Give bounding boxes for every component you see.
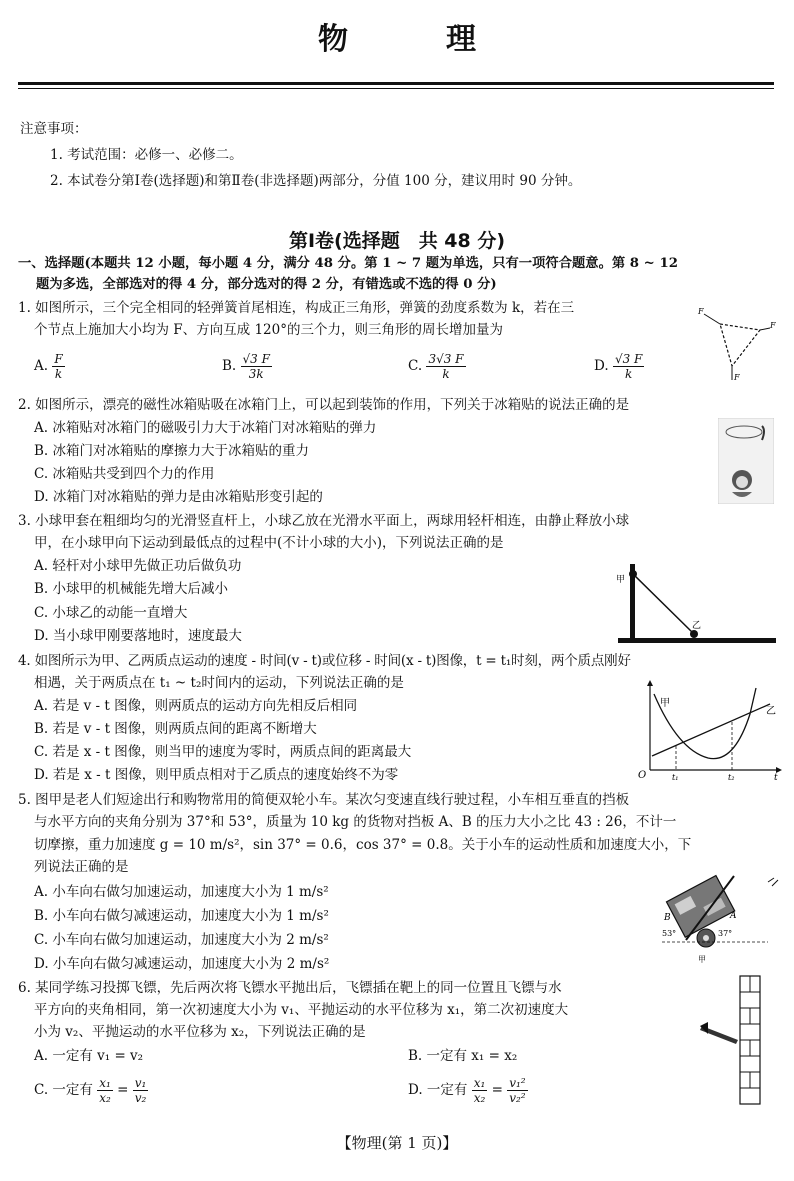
q2-fridge-magnet-photo [718, 418, 774, 504]
notes-heading: 注意事项： [20, 121, 88, 137]
q1-option-a: A. $\frac{F}{k}$ [34, 352, 63, 381]
q5-angle-53: 53° [662, 929, 677, 938]
part-intro-line-2: 题为多选，全部选对的得 4 分，部分选对的得 2 分，有错选或不选的得 0 分) [36, 277, 497, 292]
q5-stem-line-3: 切摩擦，重力加速度 g = 10 m/s²，sin 37° = 0.6，cos 37° = 0.8。关于小车的运动性质和加速度大小，下 [34, 837, 692, 853]
q4-graph-figure [636, 680, 782, 782]
q5-label-a: A [730, 911, 737, 921]
q4-label-t: t [774, 773, 778, 782]
q1-force-label-3: F [734, 373, 740, 382]
q4-label-t1: t₁ [672, 773, 679, 782]
q6-stem-line-1: 6. 某同学练习投掷飞镖，先后两次将飞镖水平抛出后，飞镖插在靶上的同一位置且飞镖与水 [18, 980, 562, 996]
q1-option-b: B. $\frac{√3 F}{3k}$ [222, 352, 270, 381]
q4-option-c: C. 若是 x - t 图像，则当甲的速度为零时，两质点间的距离最大 [34, 744, 412, 760]
q2-option-a: A. 冰箱贴对冰箱门的磁吸引力大于冰箱门对冰箱贴的弹力 [34, 420, 377, 436]
q4-label-jia: 甲 [660, 698, 670, 709]
q3-label-jia: 甲 [616, 575, 626, 585]
q4-stem-line-2: 相遇，关于两质点在 t₁ ~ t₂时间内的运动，下列说法正确的是 [34, 675, 404, 691]
q4-label-origin: O [638, 770, 647, 781]
q5-option-c: C. 小车向右做匀加速运动，加速度大小为 2 m/s² [34, 932, 329, 948]
section-title: 第Ⅰ卷(选择题 共 48 分) [288, 230, 506, 252]
q3-option-a: A. 轻杆对小球甲先做正功后做负功 [34, 558, 242, 574]
q3-stem-line-1: 3. 小球甲套在粗细均匀的光滑竖直杆上，小球乙放在光滑水平面上，两球用轻杆相连，由静止释放小球 [18, 513, 630, 529]
q3-rod-figure [614, 562, 780, 648]
q6-option-d: D. 一定有 $\frac{\text{x₁}}{\text{x₂}}$ = $\frac{\text{v₁²}}{\text{v₂²}}$ [408, 1076, 526, 1105]
q1-triangle-figure [690, 300, 780, 386]
q2-option-b: B. 冰箱门对冰箱贴的摩擦力大于冰箱贴的重力 [34, 443, 310, 459]
q1-option-d-fraction: $\frac{√3 F}{k}$ [614, 352, 643, 381]
q5-option-a: A. 小车向右做匀加速运动，加速度大小为 1 m/s² [34, 884, 329, 900]
q4-label-yi: 乙 [766, 706, 776, 717]
q5-caption: 甲 [698, 955, 706, 964]
q2-stem: 2. 如图所示，漂亮的磁性冰箱贴吸在冰箱门上，可以起到装饰的作用，下列关于冰箱贴的说法正确的是 [18, 397, 630, 413]
q1-option-a-fraction: $\frac{F}{k}$ [54, 352, 63, 381]
q5-label-b: B [664, 913, 671, 923]
q6-option-b: B. 一定有 x₁ = x₂ [408, 1048, 518, 1064]
notes-item-2: 2. 本试卷分第Ⅰ卷(选择题)和第Ⅱ卷(非选择题)两部分，分值 100 分，建议用时 90 分钟。 [50, 173, 582, 189]
q1-option-b-fraction: $\frac{√3 F}{3k}$ [242, 352, 270, 381]
page-title: 物 理 [318, 22, 510, 57]
q3-label-yi: 乙 [692, 621, 702, 631]
q5-angle-37: 37° [718, 929, 733, 938]
q4-option-b: B. 若是 v - t 图像，则两质点间的距离不断增大 [34, 721, 317, 737]
q1-stem-line-2: 个节点上施加大小均为 F、方向互成 120°的三个力，则三角形的周长增加量为 [34, 322, 503, 338]
q1-option-d: D. $\frac{√3 F}{k}$ [594, 352, 643, 381]
q1-force-label-2: F [770, 321, 776, 330]
q5-stem-line-1: 5. 图甲是老人们短途出行和购物常用的简便双轮小车。某次匀变速直线行驶过程，小车相互垂直的挡板 [18, 792, 630, 808]
q3-option-c: C. 小球乙的动能一直增大 [34, 605, 188, 621]
q6-option-a: A. 一定有 v₁ = v₂ [34, 1048, 144, 1064]
q2-option-c: C. 冰箱贴共受到四个力的作用 [34, 466, 215, 482]
q1-force-label-1: F [698, 307, 704, 316]
q1-option-c: C. $\frac{3√3 F}{k}$ [408, 352, 464, 381]
q5-option-d: D. 小车向右做匀减速运动，加速度大小为 2 m/s² [34, 956, 330, 972]
part-intro-line-1: 一、选择题(本题共 12 小题，每小题 4 分，满分 48 分。第 1 ~ 7 题为单选，只有一项符合题意。第 8 ~ 12 [18, 256, 678, 271]
page-footer: 【物理(第 1 页)】 [336, 1134, 458, 1152]
notes-item-1: 1. 考试范围：必修一、必修二。 [50, 147, 243, 163]
q5-stem-line-2: 与水平方向的夹角分别为 37°和 53°，质量为 10 kg 的货物对挡板 A、B 的压力大小之比 43 : 26，不计一 [34, 814, 677, 830]
q5-stem-line-4: 列说法正确的是 [34, 859, 129, 875]
q1-option-c-fraction: $\frac{3√3 F}{k}$ [428, 352, 464, 381]
q4-stem-line-1: 4. 如图所示为甲、乙两质点运动的速度 - 时间(v - t)或位移 - 时间(x - t)图像，t = t₁时刻，两个质点刚好 [18, 653, 631, 669]
title-rule-thick [18, 82, 774, 85]
q6-stem-line-3: 小为 v₂、平抛运动的水平位移为 x₂，下列说法正确的是 [34, 1024, 366, 1040]
q4-label-t2: t₂ [728, 773, 735, 782]
q6-option-c: C. 一定有 $\frac{\text{x₁}}{\text{x₂}}$ = $\frac{\text{v₁}}{\text{v₂}}$ [34, 1076, 147, 1105]
q3-option-d: D. 当小球甲刚要落地时，速度最大 [34, 628, 242, 644]
q6-stem-line-2: 平方向的夹角相同，第一次初速度大小为 v₁、平抛运动的水平位移为 x₁，第二次初速度大 [34, 1002, 569, 1018]
q5-cart-figure [656, 862, 782, 966]
q3-option-b: B. 小球甲的机械能先增大后减小 [34, 581, 229, 597]
q2-option-d: D. 冰箱门对冰箱贴的弹力是由冰箱贴形变引起的 [34, 489, 323, 505]
q3-stem-line-2: 甲，在小球甲向下运动到最低点的过程中(不计小球的大小)，下列说法正确的是 [34, 535, 504, 551]
q4-option-a: A. 若是 v - t 图像，则两质点的运动方向先相反后相同 [34, 698, 358, 714]
q4-option-d: D. 若是 x - t 图像，则甲质点相对于乙质点的速度始终不为零 [34, 767, 399, 783]
q1-stem-line-1: 1. 如图所示，三个完全相同的轻弹簧首尾相连，构成正三角形，弹簧的劲度系数为 k，若在三 [18, 300, 575, 316]
title-rule-thin [18, 88, 774, 89]
q6-dart-wall-figure [694, 974, 780, 1108]
q5-option-b: B. 小车向右做匀减速运动，加速度大小为 1 m/s² [34, 908, 329, 924]
